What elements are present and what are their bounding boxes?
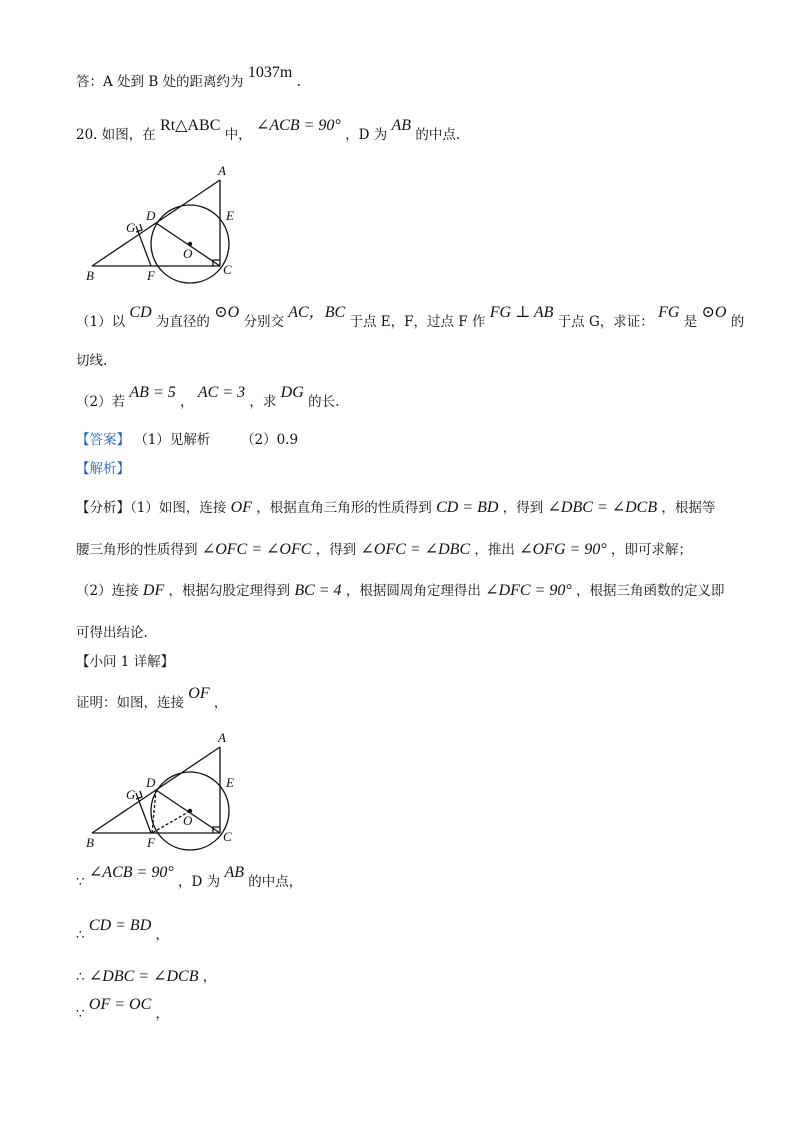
fx-angle-dbc: ∠DBC = ∠DCB	[547, 499, 658, 516]
circle-o-symbol: ⊙O	[214, 304, 240, 321]
proof-step-3	[76, 967, 216, 987]
label-g-2: G	[126, 787, 136, 802]
proof-of-oc: OF = OC	[88, 996, 152, 1013]
proof-comma-3: ，	[202, 969, 217, 985]
label-c: C	[223, 262, 232, 277]
proof-comma-2: ，	[155, 927, 170, 943]
ac-equals-3: AC = 3	[197, 384, 246, 401]
proof-text-d-wei: ，D 为	[178, 874, 221, 890]
fx-angle-ofc: ∠OFC = ∠OFC	[201, 541, 312, 558]
proof-step-4	[76, 996, 170, 1024]
q1-text-3: 分别交	[243, 314, 284, 330]
q1-text-7: 的	[730, 314, 745, 330]
previous-answer-line	[76, 64, 301, 92]
label-a-2: A	[218, 730, 226, 745]
answer-1: （1）见解析	[134, 432, 211, 448]
text-d-wei: ，D 为	[345, 127, 388, 143]
fx-of: OF	[230, 499, 252, 516]
fx-ofc-dbc: ∠OFC = ∠DBC	[360, 541, 471, 558]
because-symbol-2: ∵	[76, 1006, 85, 1022]
because-symbol: ∵	[76, 874, 85, 890]
problem-statement	[76, 117, 461, 145]
fx-text-1: 【分析】（1）如图，连接	[76, 500, 227, 516]
therefore-symbol: ∴	[76, 927, 85, 943]
angle-acb: ∠ACB = 90°	[255, 117, 341, 134]
fx-df: DF	[142, 582, 165, 599]
problem-number: 20. 如图，在	[76, 127, 156, 143]
analysis-line-1	[76, 498, 715, 518]
label-b-2: B	[86, 835, 94, 850]
proof-step-1	[76, 864, 303, 892]
label-e-2: E	[226, 775, 234, 790]
therefore-symbol-2: ∴	[76, 969, 85, 985]
fx-text-6: ，得到	[315, 542, 357, 558]
geometry-figure-1	[80, 160, 250, 285]
analysis-line-2	[76, 540, 692, 560]
label-d: D	[146, 208, 156, 223]
fx-text-4: ，根据等	[661, 500, 716, 516]
fx-bc-4: BC = 4	[294, 582, 342, 599]
small-question-1-heading: 【小问 1 详解】	[76, 654, 175, 670]
fx-angle-ofg: ∠OFG = 90°	[519, 541, 607, 558]
label-b: B	[86, 268, 94, 283]
text-midpoint: 的中点.	[415, 127, 461, 143]
fx-text-3: ，得到	[502, 500, 544, 516]
analysis-line-4: 可得出结论.	[76, 625, 148, 641]
segment-fg: FG	[658, 304, 680, 321]
fx-text-8: ，即可求解；	[610, 542, 692, 558]
fx-text-10: ，根据勾股定理得到	[168, 583, 291, 599]
label-a: A	[218, 163, 226, 178]
q2-text-2: ，求	[249, 394, 277, 410]
proof-midpoint: 的中点，	[248, 874, 303, 890]
proof-text-1: 证明：如图，连接	[76, 695, 184, 711]
segment-ab: AB	[391, 117, 412, 134]
fx-text-12: ，根据三角函数的定义即	[576, 583, 725, 599]
fx-text-7: ，推出	[474, 542, 515, 558]
answer-line	[76, 430, 298, 450]
label-d-2: D	[146, 775, 156, 790]
geometry-figure-2	[80, 727, 250, 852]
fg-perp-ab: FG ⊥ AB	[489, 304, 554, 321]
period: .	[296, 74, 301, 90]
segment-dg: DG	[280, 384, 304, 401]
answer-2: （2）0.9	[240, 432, 299, 448]
triangle-name: Rt△ABC	[160, 117, 221, 134]
label-e: E	[226, 208, 234, 223]
previous-answer-text: 答：A 处到 B 处的距离约为	[76, 74, 244, 90]
label-c-2: C	[223, 829, 232, 844]
question-1	[76, 304, 745, 332]
fx-text-9: （2）连接	[76, 583, 139, 599]
label-o-2: O	[183, 813, 193, 828]
fx-text-2: ，根据直角三角形的性质得到	[256, 500, 432, 516]
question-1-cont: 切线.	[76, 353, 108, 369]
label-g: G	[126, 220, 136, 235]
fx-cd-bd: CD = BD	[436, 499, 499, 516]
circle-o-symbol-2: ⊙O	[701, 304, 727, 321]
proof-of: OF	[188, 685, 210, 702]
fx-text-5: 腰三角形的性质得到	[76, 542, 198, 558]
fx-text-11: ，根据圆周角定理得出	[345, 583, 481, 599]
q1-text-1: （1）以	[76, 314, 126, 330]
proof-angle-acb: ∠ACB = 90°	[88, 864, 174, 881]
proof-comma-4: ，	[155, 1006, 170, 1022]
proof-ab: AB	[224, 864, 244, 881]
distance-value: 1037m	[247, 64, 293, 81]
proof-comma: ，	[213, 695, 228, 711]
q2-text-1: （2）若	[76, 394, 126, 410]
label-f-2: F	[147, 835, 155, 850]
analysis-line-3	[76, 581, 725, 601]
q2-comma: ，	[180, 394, 194, 410]
answer-tag: 【答案】	[76, 432, 130, 448]
proof-intro	[76, 685, 228, 713]
ab-equals-5: AB = 5	[129, 384, 176, 401]
proof-step-2	[76, 917, 170, 945]
proof-cd-bd: CD = BD	[88, 917, 152, 934]
q1-text-4: 于点 E，F，过点 F 作	[349, 314, 486, 330]
segments-ac-bc: AC，BC	[288, 304, 346, 321]
text-zhong: 中，	[224, 127, 252, 143]
segment-cd: CD	[129, 304, 152, 321]
proof-angle-dbc: ∠DBC = ∠DCB	[88, 968, 199, 985]
q2-text-3: 的长.	[308, 394, 340, 410]
label-f: F	[147, 268, 155, 283]
label-o: O	[183, 246, 193, 261]
fx-angle-dfc: ∠DFC = 90°	[485, 582, 572, 599]
q1-text-5: 于点 G，求证：	[557, 314, 654, 330]
q1-text-6: 是	[683, 314, 698, 330]
q1-text-2: 为直径的	[155, 314, 210, 330]
question-2	[76, 384, 340, 412]
analysis-tag: 【解析】	[76, 461, 130, 477]
